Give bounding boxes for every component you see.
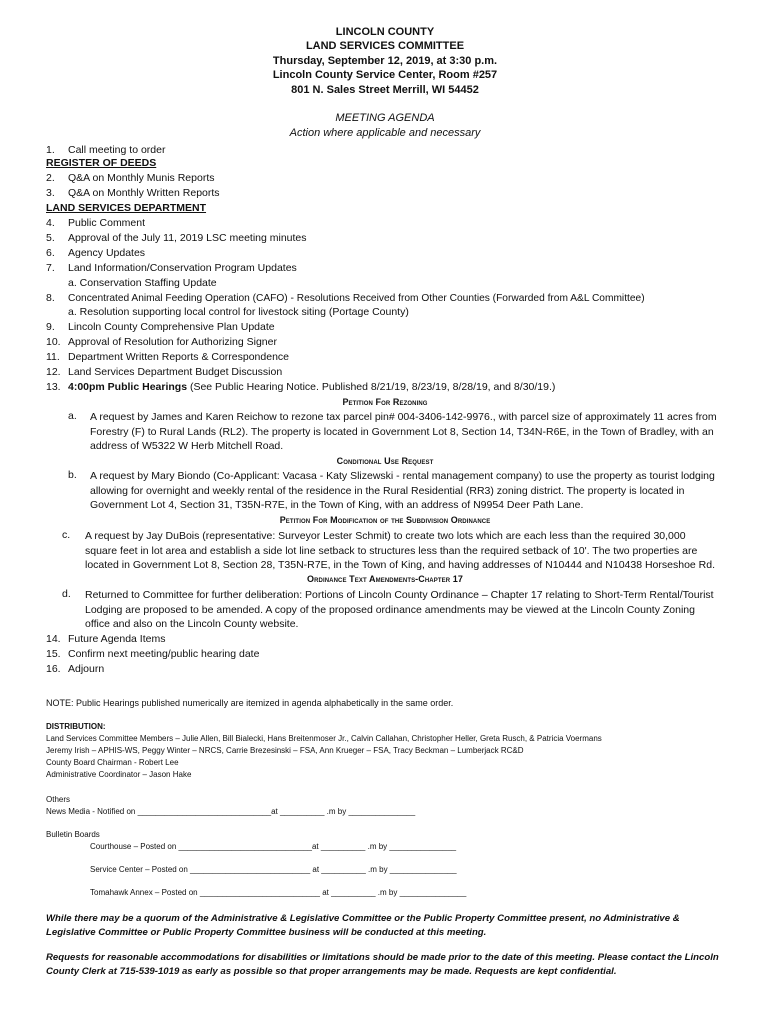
item-13-text [68,381,555,394]
header-location: Lincoln County Service Center, Room #257 [272,69,498,81]
header-committee: LAND SERVICES COMMITTEE [305,40,465,52]
item-text: Call meeting to order [68,144,166,156]
hearing-letter: b. [68,469,77,481]
header-county: LINCOLN COUNTY [335,26,435,38]
agenda-subtitle: Action where applicable and necessary [289,127,481,139]
section-land-services: LAND SERVICES DEPARTMENT [46,202,207,214]
header-date: Thursday, September 12, 2019, at 3:30 p.m. [272,55,498,67]
hearing-letter: a. [68,410,77,422]
item-number: 4. [46,217,55,229]
public-hearings-time: 4:00pm Public Hearings [68,381,188,393]
item-number: 1. [46,144,55,156]
hearing-text: A request by James and Karen Reichow to rezone tax parcel pin# 004-3406-142-9976., with parcel size of approximately 11 acres from Forestry (F) to Rural Lands (RL2). The property is located in Government Lot 8, Section 14, T34N-R6E, in the Town of Bradley, with an address of W5322 W Herb Mitchell Road. [90,411,717,452]
hearing-text: A request by Jay DuBois (representative: Surveyor Lester Schmit) to create two lots which are each less than the required 30,000 square feet in lot area and establish a side lot line setback to structures less than the required setback of 10'. The two properties are located in Government Lot 8, Section 28, T35N-R7E, in the Town of King, and having addresses of N10444 and N10438 Horseshoe Rd. [85,530,716,571]
distribution-label: DISTRIBUTION: [46,722,106,731]
news-media-line: News Media - Notified on ______________________________at __________ .m by _______________ [46,807,416,816]
hearing-heading: Conditional Use Request [336,456,434,466]
sub-item-text: a. Resolution supporting local control for livestock siting (Portage County) [68,306,409,318]
item-number: 14. [46,633,61,645]
item-text: Future Agenda Items [68,633,166,645]
hearing-heading: Ordinance Text Amendments-Chapter 17 [307,574,463,584]
item-text: Q&A on Monthly Written Reports [68,187,220,199]
quorum-notice: While there may be a quorum of the Administrative & Legislative Committee or the Public Property Committee present, no Administrative & Legislative Committee or Public Property Committee business will be conducted at this meeting. [46,913,680,938]
others-label: Others [46,795,71,804]
item-number: 2. [46,172,55,184]
item-text: Land Services Department Budget Discussion [68,366,283,378]
header-address: 801 N. Sales Street Merrill, WI 54452 [291,84,479,96]
item-text: Concentrated Animal Feeding Operation (CAFO) - Resolutions Received from Other Counties (Forwarded from A&L Committee) [68,293,645,304]
item-number: 10. [46,336,61,348]
item-number: 3. [46,187,55,199]
distribution-line: Land Services Committee Members – Julie Allen, Bill Bialecki, Hans Breitenmoser Jr., Calvin Callahan, Christopher Heller, Greta Rusch, & Patricia Voermans [46,734,602,743]
item-number: 15. [46,648,61,660]
distribution-line: Jeremy Irish – APHIS-WS, Peggy Winter – NRCS, Carrie Brezesinski – FSA, Ann Krueger – FSA, Tracy Beckman – Lumberjack RC&D [46,746,524,755]
item-text: Department Written Reports & Correspondence [68,351,289,363]
item-text: Public Comment [68,217,146,229]
service-center-line: Service Center – Posted on ___________________________ at __________ .m by _______________ [90,865,457,874]
note-text: NOTE: Public Hearings published numerically are itemized in agenda alphabetically in the same order. [46,698,454,708]
item-number: 6. [46,247,55,259]
accommodation-notice: Requests for reasonable accommodations for disabilities or limitations should be made prior to the date of this meeting. Please contact the Lincoln County Clerk at 715-539-1019 as early as possible so that proper arrangements may be made. Requests are kept confidential. [46,952,719,977]
item-number: 8. [46,292,55,304]
hearing-letter: c. [62,529,71,541]
sub-item-text: a. Conservation Staffing Update [68,277,217,289]
hearing-text: Returned to Committee for further deliberation: Portions of Lincoln County Ordinance – Chapter 17 relating to Short-Term Rental/Tourist Lodging are proposed to be amended. A copy of the proposed ordinance amendments may be viewed at the Lincoln County Zoning office and also on the Lincoln County website. [85,589,714,630]
bulletin-boards-label: Bulletin Boards [46,830,100,839]
section-register-of-deeds: REGISTER OF DEEDS [46,157,157,169]
item-number: 16. [46,663,61,675]
item-text: Confirm next meeting/public hearing date [68,648,260,660]
item-number: 7. [46,262,55,274]
item-text: Q&A on Monthly Munis Reports [68,172,215,184]
item-text: Approval of Resolution for Authorizing Signer [68,336,277,348]
hearing-heading: Petition For Rezoning [342,397,428,407]
item-text: Land Information/Conservation Program Updates [68,262,297,274]
hearing-letter: d. [62,588,71,600]
item-text: Approval of the July 11, 2019 LSC meeting minutes [68,232,307,244]
public-hearings-notice: (See Public Hearing Notice. Published 8/21/19, 8/23/19, 8/28/19, and 8/30/19.) [187,381,556,393]
hearing-heading: Petition For Modification of the Subdivision Ordinance [279,515,491,525]
item-text: Lincoln County Comprehensive Plan Update [68,321,275,333]
distribution-line: Administrative Coordinator – Jason Hake [46,770,192,779]
item-number: 12. [46,366,61,378]
courthouse-line: Courthouse – Posted on ______________________________at __________ .m by _______________ [90,842,457,851]
item-number: 11. [46,351,60,363]
item-text: Agency Updates [68,247,146,259]
item-text: Adjourn [68,663,105,675]
item-number: 5. [46,232,55,244]
agenda-title: MEETING AGENDA [335,112,435,124]
item-number: 9. [46,321,55,333]
hearing-text: A request by Mary Biondo (Co-Applicant: Vacasa - Katy Slizewski - rental management company) to use the property as tourist lodging allowing for overnight and weekly rental of the residence in the Rural Residential (RR3) zoning district. The property is located in Government Lot 4, Section 31, T35N-R7E, in the Town of King, with an address of N9954 Deer Path Lane. [90,470,715,511]
distribution-line: County Board Chairman - Robert Lee [46,758,179,767]
tomahawk-annex-line: Tomahawk Annex – Posted on ___________________________ at __________ .m by _______________ [90,888,467,897]
item-number: 13. [46,381,61,393]
